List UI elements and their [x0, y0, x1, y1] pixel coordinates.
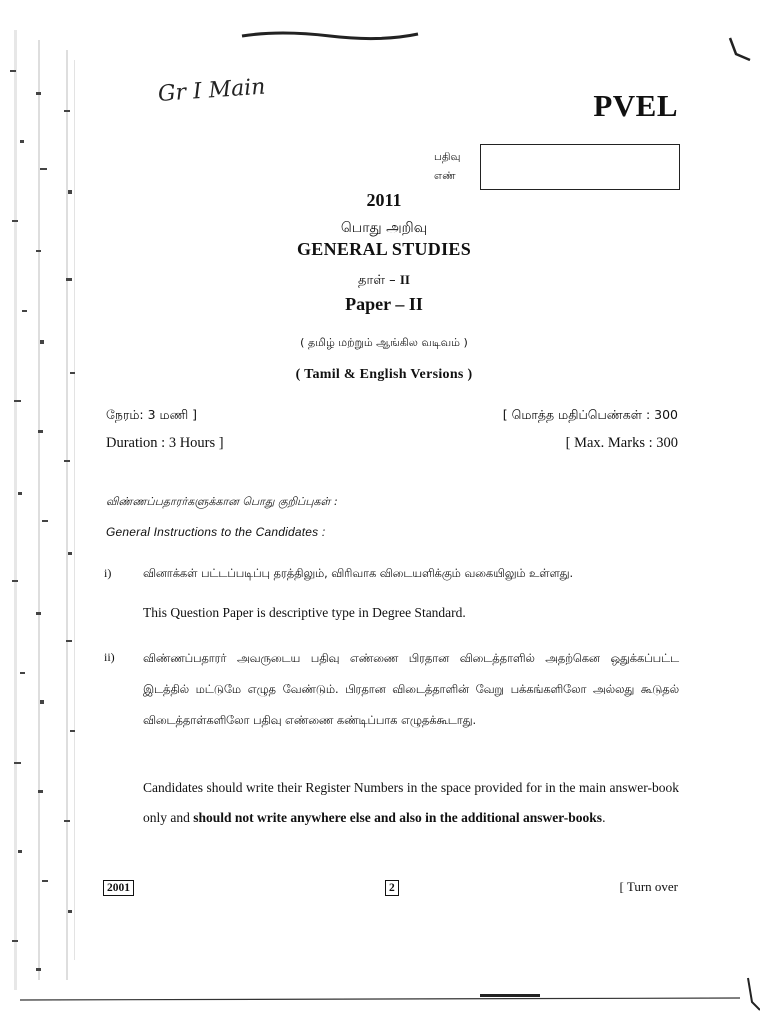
paper-tamil-prefix: தாள் – — [358, 273, 400, 288]
instruction-number: ii) — [104, 650, 115, 664]
paper-tamil — [0, 272, 768, 289]
register-number-label — [434, 148, 460, 186]
instruction-tamil: வினாக்கள் பட்டப்படிப்பு தரத்திலும், விரிவாக விடையளிக்கும் வகையிலும் உள்ளது. — [143, 567, 574, 580]
duration-english: Duration : 3 Hours ] — [106, 435, 224, 451]
register-label-line2: எண் — [434, 170, 456, 182]
instruction-tamil: விண்ணப்பதாரர் அவருடைய பதிவு எண்ணை பிரதான விடைத்தாளில் அதற்கென ஒதுக்கப்பட்ட இடத்தில் மட்டுமே எழுத வேண்டும். பிரதான விடைத்தாளின் வேறு பக்கங்களிலோ அல்லது கூடுதல் விடைத்தாள்களிலோ பதிவு எண்ணை கண்டிப்பாக எழுதக்கூடாது. — [143, 652, 679, 727]
instructions-heading-english: General Instructions to the Candidates : — [106, 525, 326, 539]
register-label-line1: பதிவு — [434, 151, 461, 163]
exam-year: 2011 — [366, 190, 402, 210]
top-scan-mark — [240, 28, 420, 44]
footer-code: 2001 — [103, 880, 134, 896]
bottom-scan-line — [20, 976, 760, 1016]
instruction-english-end: . — [602, 810, 606, 825]
instruction-english-bold: should not write anywhere else and also in the additional answer-books — [193, 810, 603, 825]
turn-over-note: [ Turn over — [619, 879, 678, 894]
page-number: 2 — [385, 880, 399, 896]
max-marks-english: [ Max. Marks : 300 — [565, 435, 678, 451]
paper-code: PVEL — [593, 88, 678, 123]
duration-tamil: நேரம்: 3 மணி ] — [106, 407, 198, 422]
instruction-english — [143, 773, 679, 833]
paper-english: Paper – II — [345, 294, 423, 314]
title-tamil: பொது அறிவு — [340, 220, 428, 236]
instruction-english-plain: Candidates should write their Register Numbers in the space provided for in the main answer-book only and — [143, 780, 679, 825]
title-english: GENERAL STUDIES — [296, 239, 472, 259]
paper-tamil-numeral: II — [399, 272, 410, 287]
max-marks-tamil: [ மொத்த மதிப்பெண்கள் : 300 — [502, 407, 678, 422]
handwritten-note: Gr I Main — [157, 74, 267, 107]
scan-edge-noise — [0, 0, 88, 1024]
instruction-english: This Question Paper is descriptive type in Degree Standard. — [143, 605, 466, 620]
versions-english: ( Tamil & English Versions ) — [295, 367, 473, 382]
instruction-number: i) — [104, 566, 112, 580]
versions-tamil: ( தமிழ் மற்றும் ஆங்கில வடிவம் ) — [300, 336, 468, 349]
instructions-heading-tamil: விண்ணப்பதாரர்களுக்கான பொது குறிப்புகள் : — [106, 495, 338, 508]
register-number-box[interactable] — [480, 144, 680, 190]
corner-pen-mark — [726, 36, 754, 64]
